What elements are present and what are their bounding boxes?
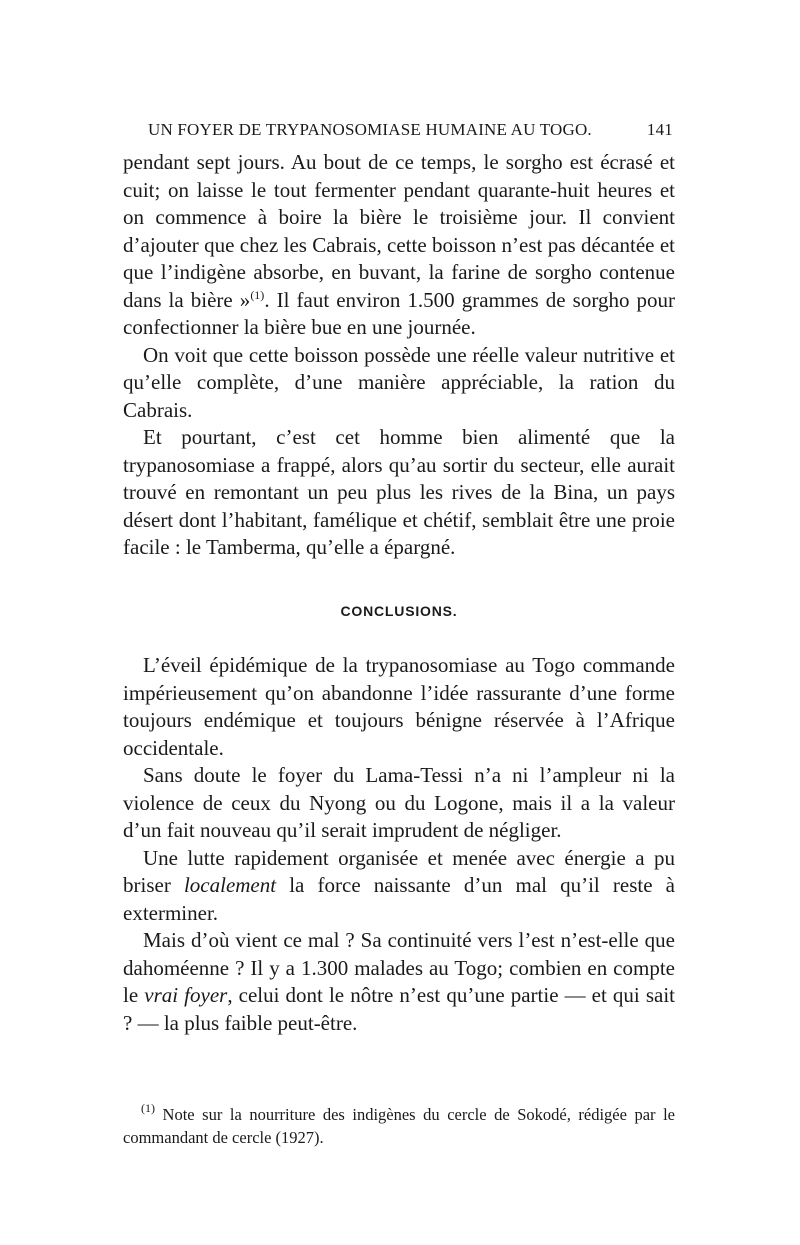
footnote-reference: (1) <box>250 287 265 302</box>
footnote-marker: (1) <box>141 1101 155 1115</box>
paragraph: Et pourtant, c’est cet homme bien alimenté que la trypanosomiase a frappé, alors qu’au sortir du secteur, elle aurait trouvé en remontant un peu plus les rives de la Bina, un pays désert dont l’habitant, famélique et chétif, semblait être une proie facile : le Tamberma, qu’elle a épargné. <box>123 425 675 559</box>
text-run: Une lutte rapidement organisée et menée avec énergie a pu briser <box>123 845 675 897</box>
paragraph-text-end: . Il faut environ 1.500 grammes de sorgho pour confectionner la bière bue en une journée. <box>123 287 676 339</box>
page-number: 141 <box>646 120 673 139</box>
book-page <box>123 112 675 1149</box>
footnote <box>123 1103 675 1149</box>
conclusion-paragraph <box>123 927 675 1037</box>
footnote-text <box>123 1103 675 1149</box>
paragraph: On voit que cette boisson possède une réelle valeur nutritive et qu’elle complète, d’une manière appréciable, la ration du Cabrais. <box>123 342 675 422</box>
running-header <box>123 112 675 142</box>
text-run: , celui dont le nôtre n’est qu’une partie — et qui sait ? — la plus faible peut-être. <box>123 983 676 1035</box>
emphasis-localement: localement <box>183 873 277 897</box>
main-text <box>123 149 675 1037</box>
conclusion-paragraph <box>123 845 675 928</box>
text-run: la force naissante d’un mal qu’il reste à exterminer. <box>123 873 675 925</box>
conclusion-paragraph: Sans doute le foyer du Lama-Tessi n’a ni l’ampleur ni la violence de ceux du Nyong ou du Logone, mais il a la valeur d’un fait nouveau qu’il serait imprudent de négliger. <box>123 763 675 842</box>
section-heading: CONCLUSIONS. <box>340 602 458 619</box>
paragraph-text: pendant sept jours. Au bout de ce temps, le sorgho est écrasé et cuit; on laisse le tout fermenter pendant quarante-huit heures et on commence à boire la bière le troisième jour. Il convient d’ajouter que chez les Cabrais, cette boisson n’est pas décantée et que l’indigène absorbe, en buvant, la farine de sorgho contenue dans la bière » <box>123 150 675 312</box>
conclusion-paragraph: L’éveil épidémique de la trypanosomiase au Togo commande impérieusement qu’on abandonne l’idée rassurante d’une forme toujours endémique et toujours bénigne réservée à l’Afrique occidentale. <box>123 653 675 760</box>
footnote-body: Note sur la nourriture des indigènes du cercle de Sokodé, rédigée par le commandant de cercle (1927). <box>123 1105 675 1147</box>
paragraph-continuation <box>123 149 675 342</box>
running-title: UN FOYER DE TRYPANOSOMIASE HUMAINE AU TOGO. <box>148 120 592 139</box>
emphasis-vrai-foyer: vrai foyer <box>144 983 228 1007</box>
text-run: Mais d’où vient ce mal ? Sa continuité vers l’est n’est-elle que dahoméenne ? Il y a 1.300 malades au Togo; combien en compte le <box>123 928 675 1007</box>
